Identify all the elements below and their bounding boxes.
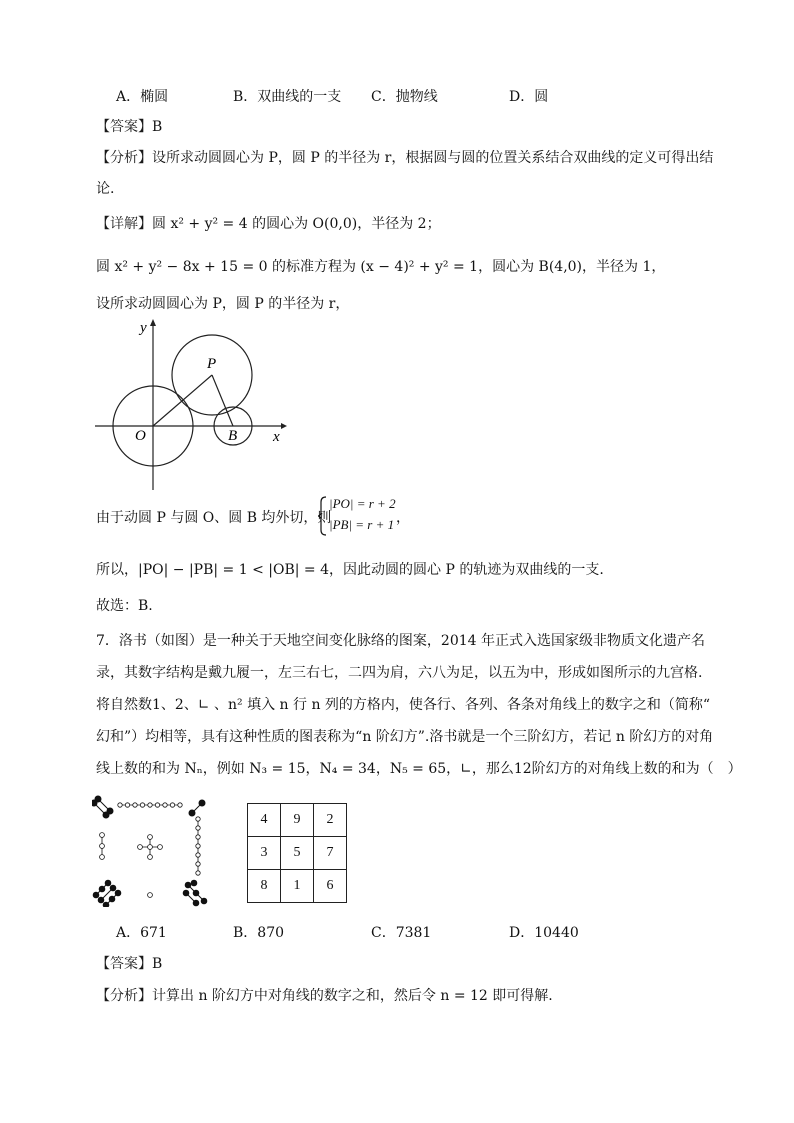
table-row bbox=[248, 837, 347, 870]
table-cell: 3 bbox=[248, 837, 281, 870]
luoshu-eight-dots bbox=[93, 880, 121, 907]
answer-tag: 【答案】 bbox=[96, 956, 152, 972]
luoshu-two-dots bbox=[189, 800, 205, 816]
q7-line-2: 录，其数字结构是戴九履一，左三右七，二四为肩，六八为足，以五为中，形成如图所示的九宫格. bbox=[96, 665, 703, 681]
system-end: ， bbox=[396, 510, 410, 526]
q7-option-d: D．10440 bbox=[509, 925, 579, 941]
table-row bbox=[248, 870, 347, 903]
luoshu-nine-dots bbox=[118, 803, 182, 807]
system-eq-1: |PO| = r + 2 bbox=[329, 496, 396, 511]
table-cell: 6 bbox=[314, 870, 347, 903]
system-brace bbox=[318, 496, 328, 536]
y-axis-arrow bbox=[150, 319, 156, 326]
analysis-text: 设所求动圆圆心为 P，圆 P 的半径为 r，根据圆与圆的位置关系结合双曲线的定义可得出结 bbox=[152, 150, 714, 166]
q6-detail-line-2: 圆 x² + y² − 8x + 15 = 0 的标准方程为 (x − 4)² + y² = 1，圆心为 B(4,0)，半径为 1， bbox=[96, 259, 666, 275]
q7-option-b: B．870 bbox=[233, 925, 285, 941]
q7-option-a: A．671 bbox=[116, 925, 167, 941]
table-row bbox=[248, 804, 347, 837]
system-eq-2: |PB| = r + 1 bbox=[329, 517, 395, 532]
answer-value: B bbox=[152, 956, 163, 972]
q7-option-c: C．7381 bbox=[371, 925, 432, 941]
q6-answer-line bbox=[96, 117, 162, 137]
table-cell: 7 bbox=[314, 837, 347, 870]
table-cell: 4 bbox=[248, 804, 281, 837]
q6-option-a: A．椭圆 bbox=[116, 89, 169, 105]
luoshu-seven-dots bbox=[196, 817, 200, 875]
q6-choose-line: 故选：B. bbox=[96, 598, 153, 614]
table-cell: 8 bbox=[248, 870, 281, 903]
q6-analysis-line-2: 论. bbox=[96, 181, 115, 197]
q7-line-5: 线上数的和为 Nₙ，例如 N₃ = 15，N₄ = 34，N₅ = 65，∟，那么12阶幻方的对角线上数的和为（ ） bbox=[96, 761, 742, 777]
table-cell: 1 bbox=[281, 870, 314, 903]
q7-analysis-line bbox=[96, 986, 553, 1006]
answer-value: B bbox=[152, 119, 163, 135]
label-p: P bbox=[207, 356, 217, 372]
label-y: y bbox=[140, 320, 147, 336]
analysis-tag: 【分析】 bbox=[96, 988, 152, 1004]
q6-option-b: B．双曲线的一支 bbox=[233, 89, 342, 105]
q6-option-d: D．圆 bbox=[509, 89, 549, 105]
label-x: x bbox=[273, 429, 280, 445]
q6-so-line: 所以，|PO| − |PB| = 1 < |OB| = 4，因此动圆的圆心 P 的轨迹为双曲线的一支. bbox=[96, 562, 604, 578]
x-axis-arrow bbox=[281, 423, 287, 429]
analysis-tag: 【分析】 bbox=[96, 150, 152, 166]
detail-text: 圆 x² + y² = 4 的圆心为 O(0,0)，半径为 2； bbox=[152, 216, 441, 232]
answer-tag: 【答案】 bbox=[96, 119, 152, 135]
q7-line-1: 7．洛书（如图）是一种关于天地空间变化脉络的图案，2014 年正式入选国家级非物质文化遗产名 bbox=[96, 633, 705, 649]
luoshu-five-dots bbox=[138, 835, 163, 860]
circles-figure bbox=[95, 316, 295, 490]
table-cell: 5 bbox=[281, 837, 314, 870]
luoshu-figure bbox=[92, 795, 212, 907]
q7-line-3: 将自然数1、2、∟ 、n² 填入 n 行 n 列的方格内，使各行、各列、各条对角线上的数字之和（简称“ bbox=[96, 697, 711, 713]
q6-analysis-line-1 bbox=[96, 148, 713, 168]
q6-detail-line-1 bbox=[96, 214, 441, 234]
q7-line-4: 幻和”）均相等，具有这种性质的图表称为“n 阶幻方”.洛书就是一个三阶幻方，若记 n 阶幻方的对角 bbox=[96, 729, 714, 745]
luoshu-three-dots bbox=[100, 833, 105, 860]
label-b: B bbox=[228, 428, 238, 444]
q6-option-c: C．抛物线 bbox=[371, 89, 438, 105]
table-cell: 2 bbox=[314, 804, 347, 837]
q6-detail-line-3: 设所求动圆圆心为 P，圆 P 的半径为 r， bbox=[96, 296, 350, 312]
segment-po bbox=[153, 375, 212, 426]
luoshu-six-dots bbox=[183, 880, 207, 906]
analysis-text: 计算出 n 阶幻方中对角线的数字之和，然后令 n = 12 即可得解. bbox=[152, 988, 553, 1004]
luoshu-one-dot bbox=[148, 893, 153, 898]
table-cell: 9 bbox=[281, 804, 314, 837]
magic-square-table bbox=[247, 803, 347, 903]
luoshu-four-dots bbox=[92, 796, 113, 818]
label-o: O bbox=[135, 428, 146, 444]
q7-answer-line bbox=[96, 954, 162, 974]
q6-tangent-line: 由于动圆 P 与圆 O、圆 B 均外切，则 bbox=[96, 510, 332, 526]
detail-tag: 【详解】 bbox=[96, 216, 152, 232]
